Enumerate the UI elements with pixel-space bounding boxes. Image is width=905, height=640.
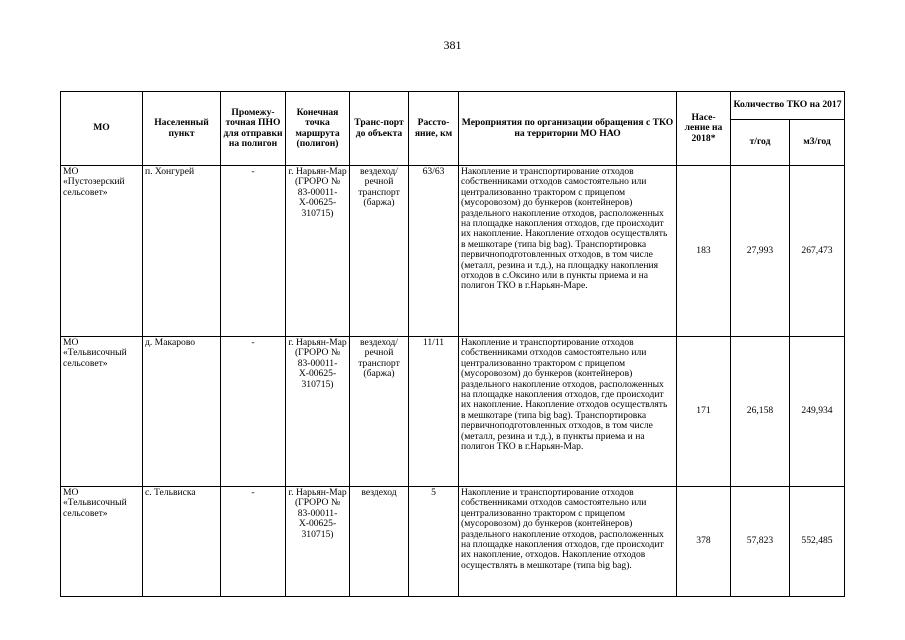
cell-settlement: д. Макарово <box>143 337 221 487</box>
header-tko-t: т/год <box>731 120 790 166</box>
cell-intermediate: - <box>221 487 286 597</box>
header-transport: Транс-порт до объекта <box>350 92 409 166</box>
header-tko-group: Количество ТКО на 2017 <box>731 92 845 120</box>
header-intermediate: Промежу-точная ПНО для отправки на полигон <box>221 92 286 166</box>
cell-endpoint: г. Нарьян-Мар (ГРОРО № 83-00011-Х-00625-310715) <box>286 166 350 337</box>
cell-population: 171 <box>677 337 731 487</box>
cell-mo: МО «Тельвисочный сельсовет» <box>61 337 143 487</box>
header-settlement: Населенный пункт <box>143 92 221 166</box>
header-tko-m3: м3/год <box>790 120 845 166</box>
cell-mo: МО «Пустозерский сельсовет» <box>61 166 143 337</box>
cell-intermediate: - <box>221 337 286 487</box>
cell-tko-m3: 267,473 <box>790 166 845 337</box>
cell-measures: Накопление и транспортирование отходов собственниками отходов самостоятельно или централизованно трактором с прицепом (мусоровозом) до бункеров (контейнеров) раздельного накопление отходов, расположенных на площадке накопления отходов, где происходит их накопление. Накопление отходов осуществлять в мешкотаре (типа big bag). Транспортировка первичноподготовленных отходов, в том числе (металл, резина и т.д.), в пункты приема и на полигон ТКО в г.Нарьян-Мар. <box>459 337 677 487</box>
tko-table <box>60 91 845 597</box>
cell-distance: 11/11 <box>409 337 459 487</box>
cell-distance: 63/63 <box>409 166 459 337</box>
cell-transport: вездеход/ речной транспорт (баржа) <box>350 337 409 487</box>
header-mo: МО <box>61 92 143 166</box>
page-number: 381 <box>443 38 462 52</box>
cell-transport: вездеход <box>350 487 409 597</box>
cell-transport: вездеход/ речной транспорт (баржа) <box>350 166 409 337</box>
cell-tko-t: 27,993 <box>731 166 790 337</box>
cell-population: 183 <box>677 166 731 337</box>
header-endpoint: Конечная точка маршрута (полигон) <box>286 92 350 166</box>
cell-measures: Накопление и транспортирование отходов собственниками отходов самостоятельно или централизованно трактором с прицепом (мусоровозом) до бункеров (контейнеров) раздельного накопление отходов, расположенных на площадке накопления отходов, где происходит их накопление, отходов. Накопление отходов осуществлять в мешкотаре (типа big bag). <box>459 487 677 597</box>
cell-tko-m3: 249,934 <box>790 337 845 487</box>
table-header <box>61 92 845 166</box>
cell-tko-t: 26,158 <box>731 337 790 487</box>
header-distance: Рассто-яние, км <box>409 92 459 166</box>
header-population: Насе-ление на 2018* <box>677 92 731 166</box>
cell-population: 378 <box>677 487 731 597</box>
cell-settlement: с. Тельвиска <box>143 487 221 597</box>
cell-distance: 5 <box>409 487 459 597</box>
cell-mo: МО «Тельвисочный сельсовет» <box>61 487 143 597</box>
header-measures: Мероприятия по организации обращения с ТКО на территории МО НАО <box>459 92 677 166</box>
cell-intermediate: - <box>221 166 286 337</box>
cell-tko-m3: 552,485 <box>790 487 845 597</box>
cell-endpoint: г. Нарьян-Мар (ГРОРО № 83-00011-Х-00625-310715) <box>286 337 350 487</box>
table-row <box>61 166 845 337</box>
cell-tko-t: 57,823 <box>731 487 790 597</box>
table-row <box>61 337 845 487</box>
table-row <box>61 487 845 597</box>
cell-measures: Накопление и транспортирование отходов собственниками отходов самостоятельно или централизованно трактором с прицепом (мусоровозом) до бункеров (контейнеров) раздельного накопление отходов, расположенных на площадке накопления отходов, где происходит их накопление. Накопление отходов осуществлять в мешкотаре (типа big bag). Транспортировка первичноподготовленных отходов, в том числе (металл, резина и т.д.), на площадку накопления отходов в с.Оксино или в пункты приема и на полигон ТКО в г.Нарьян-Маре. <box>459 166 677 337</box>
cell-settlement: п. Хонгурей <box>143 166 221 337</box>
cell-endpoint: г. Нарьян-Мар (ГРОРО № 83-00011-Х-00625-310715) <box>286 487 350 597</box>
